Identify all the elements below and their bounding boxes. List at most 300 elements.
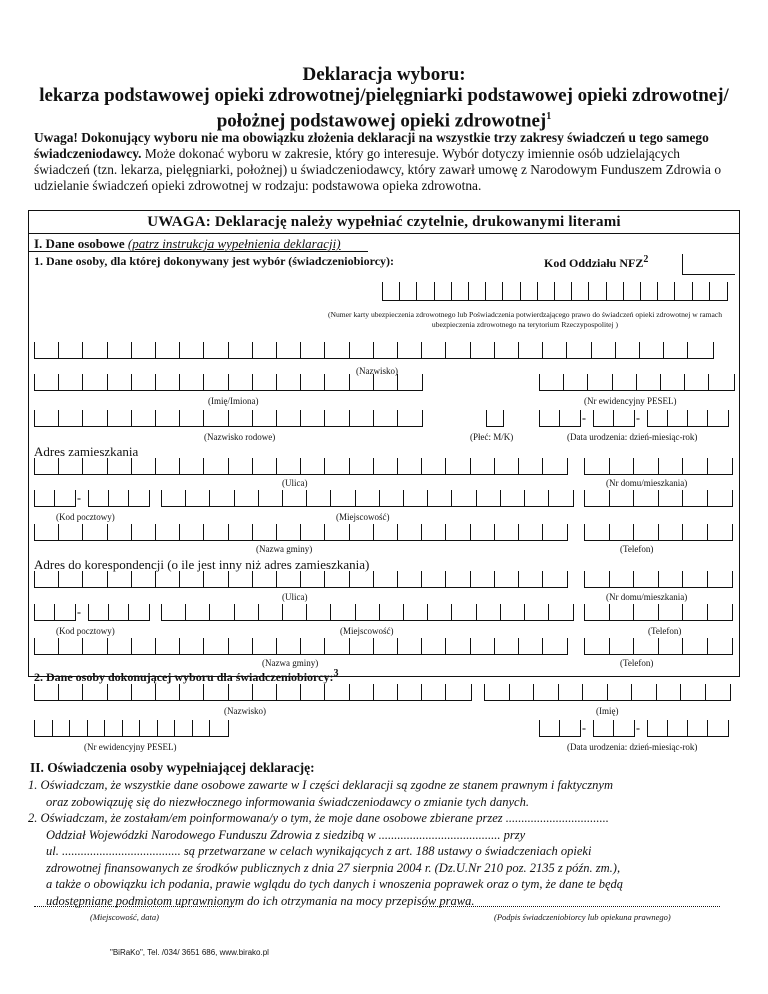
char-cell[interactable] [34,604,55,621]
char-cell[interactable] [139,720,158,737]
char-cell[interactable] [228,342,253,359]
char-cell[interactable] [131,571,156,588]
char-cell[interactable] [82,571,107,588]
char-cell[interactable] [397,524,422,541]
char-cell[interactable] [647,410,668,427]
char-cell[interactable] [228,524,253,541]
char-cell[interactable] [324,524,349,541]
char-cell[interactable] [554,282,572,301]
char-cell[interactable] [128,490,150,507]
char-cell[interactable] [209,604,234,621]
char-cell[interactable] [324,458,349,475]
char-cell[interactable] [542,571,568,588]
char-cell[interactable] [434,282,452,301]
char-cell[interactable] [692,282,710,301]
char-cell[interactable] [179,638,204,655]
char-cell[interactable] [52,720,71,737]
char-cell[interactable] [179,684,204,701]
char-cell[interactable] [397,410,423,427]
char-cell[interactable] [108,490,129,507]
char-cell[interactable] [373,458,398,475]
char-cell[interactable] [155,684,180,701]
char-cell[interactable] [707,604,734,621]
char-cell[interactable] [542,458,568,475]
char-cell[interactable] [445,524,470,541]
char-cell[interactable] [494,638,519,655]
char-cell[interactable] [494,524,519,541]
char-cell[interactable] [58,638,83,655]
char-cell[interactable] [349,524,374,541]
char-cell[interactable] [636,374,661,391]
char-cell[interactable] [539,410,560,427]
char-cell[interactable] [355,604,380,621]
char-cell[interactable] [58,524,83,541]
char-cell[interactable] [192,720,211,737]
char-cell[interactable] [705,684,732,701]
char-cell[interactable] [584,458,610,475]
char-cell[interactable] [667,410,688,427]
char-cell[interactable] [161,490,186,507]
char-cell[interactable] [82,524,107,541]
char-cell[interactable] [324,410,349,427]
char-cell[interactable] [179,410,204,427]
char-cell[interactable] [300,410,325,427]
char-cell[interactable] [107,374,132,391]
char-cell[interactable] [682,604,708,621]
char-cell[interactable] [228,410,253,427]
char-cell[interactable] [658,458,684,475]
char-cell[interactable] [185,490,210,507]
place-date-line[interactable] [34,906,234,907]
char-cell[interactable] [54,490,76,507]
char-cell[interactable] [258,490,283,507]
char-cell[interactable] [131,374,156,391]
char-cell[interactable] [131,342,156,359]
char-cell[interactable] [34,684,59,701]
char-cell[interactable] [416,282,434,301]
char-cell[interactable] [306,490,331,507]
char-cell[interactable] [451,604,476,621]
char-cell[interactable] [593,720,614,737]
char-cell[interactable] [631,684,657,701]
char-cell[interactable] [470,342,495,359]
char-cell[interactable] [34,490,55,507]
char-cell[interactable] [203,374,228,391]
char-cell[interactable] [658,571,684,588]
char-cell[interactable] [582,684,608,701]
char-cell[interactable] [88,490,109,507]
char-cell[interactable] [548,490,574,507]
char-cell[interactable] [427,604,452,621]
char-cell[interactable] [707,524,734,541]
char-cell[interactable] [657,282,675,301]
char-cell[interactable] [131,524,156,541]
char-cell[interactable] [500,490,525,507]
char-cell[interactable] [179,374,204,391]
char-cell[interactable] [470,458,495,475]
char-cell[interactable] [494,571,519,588]
char-cell[interactable] [203,684,228,701]
char-cell[interactable] [707,571,734,588]
char-cell[interactable] [228,684,253,701]
char-cell[interactable] [107,410,132,427]
char-cell[interactable] [379,604,404,621]
char-cell[interactable] [228,374,253,391]
char-cell[interactable] [185,604,210,621]
char-cell[interactable] [228,571,253,588]
char-cell[interactable] [647,720,668,737]
char-cell[interactable] [533,684,559,701]
char-cell[interactable] [104,720,123,737]
char-cell[interactable] [470,638,495,655]
char-cell[interactable] [682,458,708,475]
char-cell[interactable] [324,684,349,701]
char-cell[interactable] [667,720,688,737]
char-cell[interactable] [300,571,325,588]
char-cell[interactable] [485,282,503,301]
char-cell[interactable] [34,571,59,588]
char-cell[interactable] [588,282,606,301]
char-cell[interactable] [476,604,501,621]
char-cell[interactable] [403,604,428,621]
char-cell[interactable] [607,684,633,701]
char-cell[interactable] [34,638,59,655]
char-cell[interactable] [34,720,53,737]
char-cell[interactable] [179,342,204,359]
char-cell[interactable] [707,458,734,475]
char-cell[interactable] [559,720,581,737]
char-cell[interactable] [470,524,495,541]
char-cell[interactable] [300,638,325,655]
char-cell[interactable] [155,458,180,475]
char-cell[interactable] [82,458,107,475]
char-cell[interactable] [587,374,612,391]
char-cell[interactable] [470,571,495,588]
char-cell[interactable] [584,524,610,541]
char-cell[interactable] [379,490,404,507]
char-cell[interactable] [276,684,301,701]
char-cell[interactable] [486,410,504,427]
char-cell[interactable] [131,458,156,475]
char-cell[interactable] [427,490,452,507]
char-cell[interactable] [174,720,193,737]
char-cell[interactable] [658,524,684,541]
char-cell[interactable] [155,342,180,359]
char-cell[interactable] [252,458,277,475]
char-cell[interactable] [300,684,325,701]
char-cell[interactable] [228,638,253,655]
char-cell[interactable] [542,524,568,541]
char-cell[interactable] [203,524,228,541]
char-cell[interactable] [584,571,610,588]
char-cell[interactable] [397,571,422,588]
char-cell[interactable] [707,410,729,427]
char-cell[interactable] [155,571,180,588]
char-cell[interactable] [155,524,180,541]
char-cell[interactable] [609,490,635,507]
char-cell[interactable] [421,571,446,588]
char-cell[interactable] [349,571,374,588]
char-cell[interactable] [258,604,283,621]
char-cell[interactable] [494,458,519,475]
char-cell[interactable] [107,571,132,588]
char-cell[interactable] [518,342,543,359]
char-cell[interactable] [373,571,398,588]
char-cell[interactable] [707,720,729,737]
char-cell[interactable] [179,571,204,588]
char-cell[interactable] [613,720,635,737]
char-cell[interactable] [539,374,564,391]
char-cell[interactable] [252,410,277,427]
char-cell[interactable] [179,458,204,475]
char-cell[interactable] [58,342,83,359]
char-cell[interactable] [155,638,180,655]
char-cell[interactable] [209,490,234,507]
char-cell[interactable] [203,342,228,359]
char-cell[interactable] [69,720,88,737]
char-cell[interactable] [559,410,581,427]
char-cell[interactable] [324,342,349,359]
char-cell[interactable] [252,684,277,701]
char-cell[interactable] [58,410,83,427]
char-cell[interactable] [609,524,635,541]
char-cell[interactable] [131,684,156,701]
char-cell[interactable] [349,458,374,475]
char-cell[interactable] [300,342,325,359]
char-cell[interactable] [300,458,325,475]
char-cell[interactable] [633,604,659,621]
char-cell[interactable] [633,571,659,588]
char-cell[interactable] [484,684,510,701]
char-cell[interactable] [397,374,423,391]
char-cell[interactable] [155,410,180,427]
char-cell[interactable] [445,342,470,359]
char-cell[interactable] [330,490,355,507]
char-cell[interactable] [282,604,307,621]
char-cell[interactable] [82,410,107,427]
char-cell[interactable] [684,374,709,391]
char-cell[interactable] [58,458,83,475]
char-cell[interactable] [518,524,543,541]
char-cell[interactable] [82,342,107,359]
char-cell[interactable] [615,342,640,359]
char-cell[interactable] [399,282,417,301]
char-cell[interactable] [58,374,83,391]
char-cell[interactable] [709,282,728,301]
char-cell[interactable] [203,410,228,427]
char-cell[interactable] [34,524,59,541]
char-cell[interactable] [658,638,684,655]
char-cell[interactable] [252,342,277,359]
char-cell[interactable] [324,571,349,588]
char-cell[interactable] [349,410,374,427]
char-cell[interactable] [252,571,277,588]
char-cell[interactable] [252,374,277,391]
char-cell[interactable] [203,458,228,475]
char-cell[interactable] [330,604,355,621]
char-cell[interactable] [518,571,543,588]
char-cell[interactable] [623,282,641,301]
char-cell[interactable] [537,282,555,301]
char-cell[interactable] [324,638,349,655]
char-cell[interactable] [58,571,83,588]
char-cell[interactable] [161,604,186,621]
char-cell[interactable] [548,604,574,621]
char-cell[interactable] [228,458,253,475]
char-cell[interactable] [494,342,519,359]
char-cell[interactable] [563,374,588,391]
char-cell[interactable] [421,524,446,541]
char-cell[interactable] [276,410,301,427]
char-cell[interactable] [276,458,301,475]
char-cell[interactable] [476,490,501,507]
char-cell[interactable] [300,524,325,541]
char-cell[interactable] [155,374,180,391]
char-cell[interactable] [708,374,734,391]
char-cell[interactable] [609,638,635,655]
char-cell[interactable] [203,571,228,588]
char-cell[interactable] [82,638,107,655]
char-cell[interactable] [633,490,659,507]
char-cell[interactable] [252,524,277,541]
char-cell[interactable] [660,374,685,391]
char-cell[interactable] [403,490,428,507]
char-cell[interactable] [502,282,520,301]
char-cell[interactable] [658,604,684,621]
char-cell[interactable] [593,410,614,427]
char-cell[interactable] [397,684,422,701]
char-cell[interactable] [34,458,59,475]
char-cell[interactable] [203,638,228,655]
char-cell[interactable] [58,684,83,701]
char-cell[interactable] [34,342,59,359]
char-cell[interactable] [107,458,132,475]
char-cell[interactable] [640,282,658,301]
char-cell[interactable] [349,638,374,655]
char-cell[interactable] [276,571,301,588]
char-cell[interactable] [606,282,624,301]
char-cell[interactable] [609,458,635,475]
char-cell[interactable] [179,524,204,541]
char-cell[interactable] [421,458,446,475]
char-cell[interactable] [88,604,109,621]
char-cell[interactable] [658,490,684,507]
char-cell[interactable] [680,684,706,701]
char-cell[interactable] [349,342,374,359]
char-cell[interactable] [445,458,470,475]
char-cell[interactable] [445,571,470,588]
char-cell[interactable] [451,490,476,507]
char-cell[interactable] [107,524,132,541]
char-cell[interactable] [421,684,446,701]
signature-line[interactable] [422,906,720,907]
char-cell[interactable] [707,490,734,507]
char-cell[interactable] [687,410,708,427]
char-cell[interactable] [633,638,659,655]
char-cell[interactable] [584,638,610,655]
char-cell[interactable] [633,524,659,541]
char-cell[interactable] [682,638,708,655]
char-cell[interactable] [276,342,301,359]
char-cell[interactable] [682,524,708,541]
char-cell[interactable] [566,342,591,359]
char-cell[interactable] [373,524,398,541]
char-cell[interactable] [682,490,708,507]
char-cell[interactable] [209,720,229,737]
char-cell[interactable] [157,720,176,737]
char-cell[interactable] [518,638,543,655]
kod-nfz-box[interactable] [682,254,735,275]
char-cell[interactable] [518,458,543,475]
char-cell[interactable] [107,638,132,655]
char-cell[interactable] [276,638,301,655]
char-cell[interactable] [584,604,610,621]
char-cell[interactable] [571,282,589,301]
char-cell[interactable] [584,490,610,507]
char-cell[interactable] [107,684,132,701]
char-cell[interactable] [397,458,422,475]
char-cell[interactable] [131,638,156,655]
char-cell[interactable] [687,720,708,737]
char-cell[interactable] [234,604,259,621]
char-cell[interactable] [87,720,106,737]
char-cell[interactable] [276,524,301,541]
char-cell[interactable] [609,604,635,621]
char-cell[interactable] [382,282,400,301]
char-cell[interactable] [445,638,470,655]
char-cell[interactable] [682,571,708,588]
char-cell[interactable] [82,374,107,391]
char-cell[interactable] [122,720,141,737]
char-cell[interactable] [707,638,734,655]
char-cell[interactable] [663,342,688,359]
char-cell[interactable] [131,410,156,427]
char-cell[interactable] [542,638,568,655]
char-cell[interactable] [397,342,422,359]
char-cell[interactable] [373,342,398,359]
char-cell[interactable] [421,342,446,359]
char-cell[interactable] [509,684,535,701]
char-cell[interactable] [542,342,567,359]
char-cell[interactable] [107,342,132,359]
char-cell[interactable] [500,604,525,621]
char-cell[interactable] [324,374,349,391]
char-cell[interactable] [276,374,301,391]
char-cell[interactable] [349,374,374,391]
char-cell[interactable] [520,282,538,301]
char-cell[interactable] [34,410,59,427]
char-cell[interactable] [234,490,259,507]
char-cell[interactable] [300,374,325,391]
char-cell[interactable] [421,638,446,655]
char-cell[interactable] [613,410,635,427]
char-cell[interactable] [558,684,584,701]
char-cell[interactable] [468,282,486,301]
char-cell[interactable] [306,604,331,621]
char-cell[interactable] [674,282,692,301]
char-cell[interactable] [445,684,471,701]
char-cell[interactable] [591,342,616,359]
char-cell[interactable] [687,342,713,359]
char-cell[interactable] [252,638,277,655]
char-cell[interactable] [373,684,398,701]
char-cell[interactable] [609,571,635,588]
char-cell[interactable] [373,410,398,427]
char-cell[interactable] [349,684,374,701]
char-cell[interactable] [397,638,422,655]
char-cell[interactable] [639,342,664,359]
char-cell[interactable] [54,604,76,621]
